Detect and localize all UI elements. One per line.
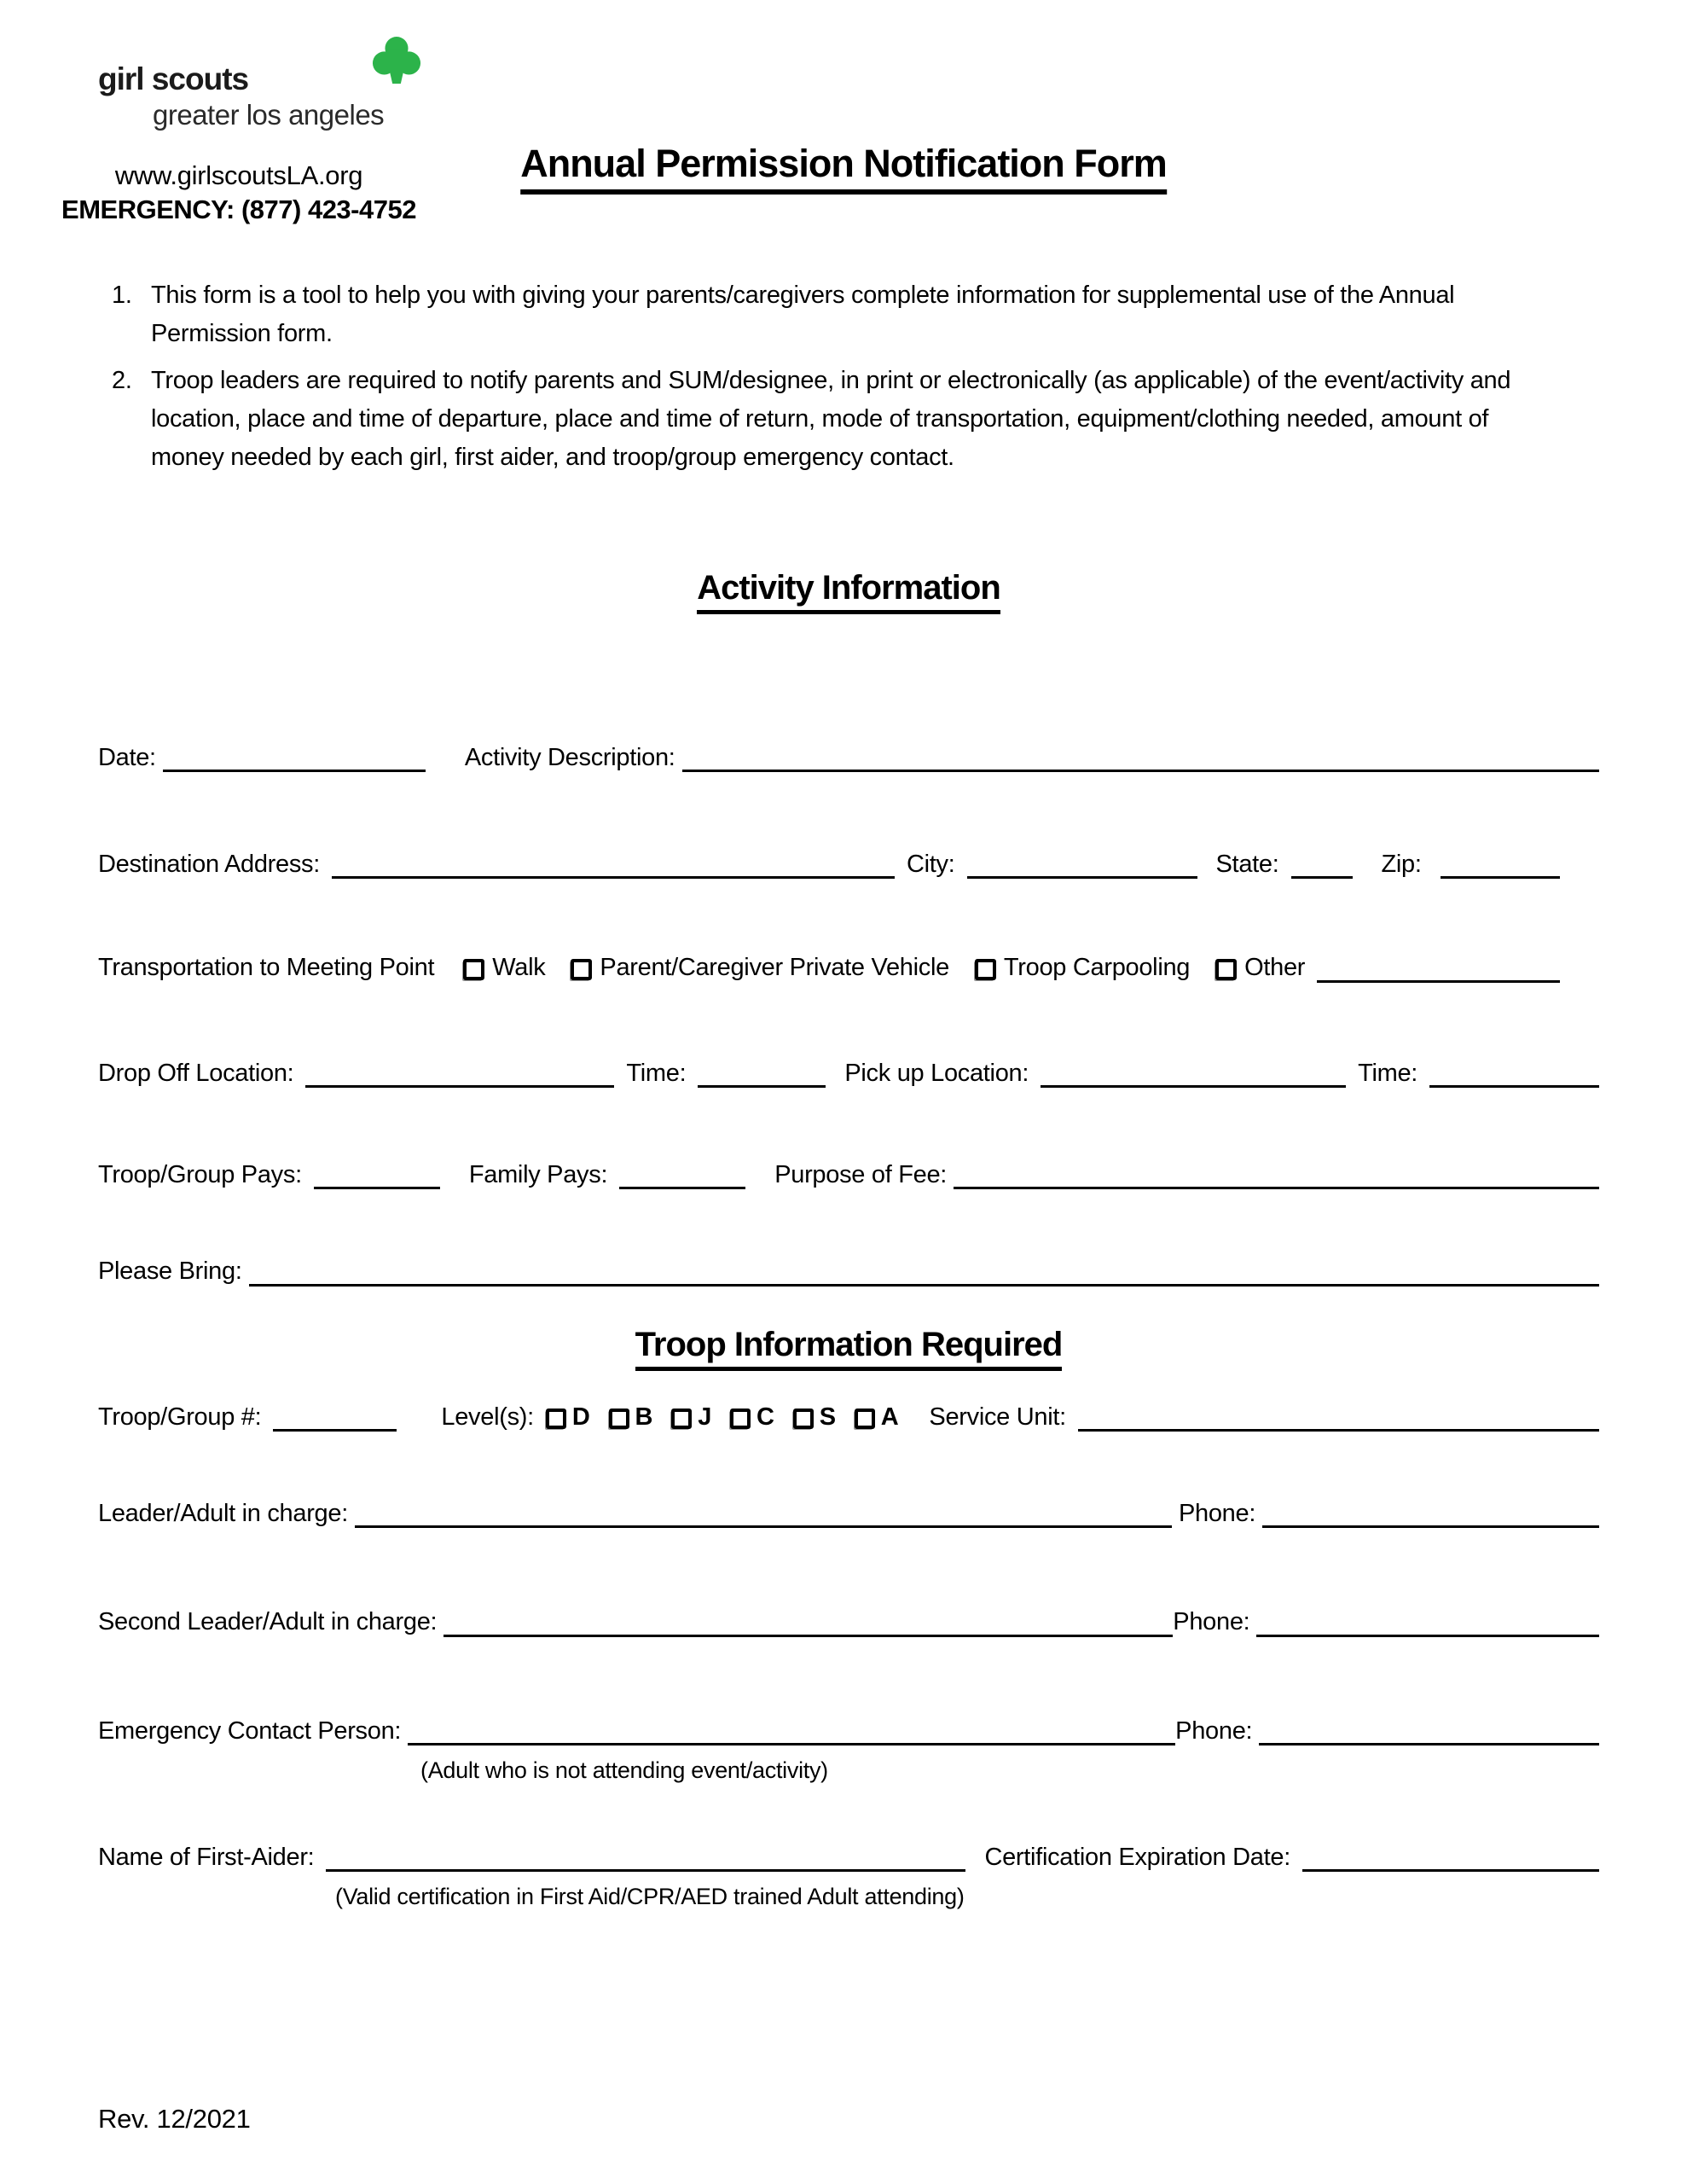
troop-section-heading: Troop Information Required — [635, 1326, 1063, 1371]
purpose-of-fee-label: Purpose of Fee: — [774, 1161, 948, 1189]
family-pays-field[interactable] — [619, 1182, 745, 1189]
second-leader-phone-label: Phone: — [1173, 1608, 1250, 1636]
instruction-text: This form is a tool to help you with giving your parents/caregivers complete information for supplemental use of the Annual Permission form. — [151, 282, 1455, 347]
emergency-contact-field[interactable] — [408, 1739, 1175, 1745]
website-text: www.girlscoutsLA.org — [114, 160, 363, 190]
state-label: State: — [1215, 851, 1279, 879]
date-field[interactable] — [163, 765, 426, 772]
logo-wordmark: girl scouts — [98, 61, 249, 96]
troop-carpooling-option-label: Troop Carpooling — [1003, 954, 1191, 982]
revision-text: Rev. 12/2021 — [98, 2104, 251, 2134]
emergency-phone: EMERGENCY: (877) 423-4752 — [61, 195, 416, 224]
girl-scouts-logo — [98, 61, 384, 131]
instruction-item — [98, 362, 1599, 477]
family-pays-label: Family Pays: — [468, 1161, 608, 1189]
level-b-checkbox[interactable] — [609, 1409, 629, 1429]
cert-expiration-label: Certification Expiration Date: — [984, 1844, 1290, 1872]
level-j-label: J — [698, 1403, 712, 1431]
levels-label: Level(s): — [441, 1403, 534, 1431]
page-title: Annual Permission Notification Form — [520, 142, 1167, 195]
level-b-label: B — [635, 1403, 653, 1431]
troop-number-field[interactable] — [273, 1425, 397, 1432]
level-a-label: A — [880, 1403, 899, 1431]
purpose-of-fee-field[interactable] — [954, 1182, 1599, 1189]
other-transport-checkbox[interactable] — [1215, 959, 1237, 980]
troop-number-label: Troop/Group #: — [98, 1403, 262, 1431]
instructions-list — [98, 276, 1599, 477]
pickup-location-field[interactable] — [1041, 1081, 1346, 1088]
pickup-time-field[interactable] — [1429, 1081, 1599, 1088]
state-field[interactable] — [1291, 872, 1353, 879]
activity-description-label: Activity Description: — [464, 743, 675, 771]
pickup-location-label: Pick up Location: — [844, 1059, 1029, 1087]
leader-phone-field[interactable] — [1262, 1521, 1599, 1528]
parent-vehicle-checkbox[interactable] — [571, 959, 592, 980]
second-leader-label: Second Leader/Adult in charge: — [98, 1608, 438, 1636]
second-leader-field[interactable] — [443, 1630, 1173, 1637]
emergency-phone-label: Phone: — [1175, 1716, 1253, 1745]
first-aider-note: (Valid certification in First Aid/CPR/AED trained Adult attending) — [335, 1884, 965, 1910]
emergency-phone-field[interactable] — [1259, 1739, 1599, 1745]
please-bring-label: Please Bring: — [98, 1258, 242, 1286]
troop-pays-label: Troop/Group Pays: — [98, 1161, 302, 1189]
troop-pays-field[interactable] — [314, 1182, 440, 1189]
zip-label: Zip: — [1381, 851, 1422, 879]
first-aider-field[interactable] — [326, 1865, 965, 1872]
level-d-checkbox[interactable] — [546, 1409, 566, 1429]
service-unit-field[interactable] — [1078, 1425, 1599, 1432]
dropoff-time-field[interactable] — [698, 1081, 826, 1088]
troop-carpooling-checkbox[interactable] — [975, 959, 996, 980]
please-bring-field[interactable] — [249, 1280, 1599, 1287]
activity-section-heading: Activity Information — [697, 569, 1000, 614]
level-c-label: C — [757, 1403, 774, 1431]
level-c-checkbox[interactable] — [730, 1409, 751, 1429]
parent-vehicle-option-label: Parent/Caregiver Private Vehicle — [600, 954, 949, 982]
dropoff-location-field[interactable] — [305, 1081, 614, 1088]
cert-expiration-field[interactable] — [1302, 1865, 1599, 1872]
date-label: Date: — [98, 743, 156, 771]
instruction-item — [98, 276, 1599, 353]
other-option-label: Other — [1244, 954, 1306, 982]
walk-checkbox[interactable] — [463, 959, 484, 980]
level-s-label: S — [819, 1403, 836, 1431]
level-a-checkbox[interactable] — [855, 1409, 875, 1429]
dropoff-time-label: Time: — [626, 1059, 687, 1087]
logo-region: greater los angeles — [153, 99, 385, 131]
service-unit-label: Service Unit: — [929, 1403, 1066, 1431]
other-transport-field[interactable] — [1317, 976, 1560, 983]
first-aider-label: Name of First-Aider: — [98, 1844, 315, 1872]
city-label: City: — [907, 851, 955, 879]
leader-phone-label: Phone: — [1178, 1500, 1256, 1528]
trefoil-icon — [372, 36, 421, 89]
activity-description-field[interactable] — [682, 765, 1599, 772]
destination-address-label: Destination Address: — [98, 851, 320, 879]
transportation-label: Transportation to Meeting Point — [98, 954, 435, 982]
second-leader-phone-field[interactable] — [1256, 1630, 1599, 1637]
city-field[interactable] — [967, 872, 1197, 879]
level-j-checkbox[interactable] — [671, 1409, 692, 1429]
level-s-checkbox[interactable] — [793, 1409, 814, 1429]
level-d-label: D — [571, 1403, 590, 1431]
emergency-contact-label: Emergency Contact Person: — [98, 1716, 402, 1745]
instruction-number: 2. — [112, 366, 132, 394]
pickup-time-label: Time: — [1358, 1059, 1418, 1087]
leader-label: Leader/Adult in charge: — [98, 1500, 348, 1528]
destination-address-field[interactable] — [332, 872, 895, 879]
instruction-text: Troop leaders are required to notify parents and SUM/designee, in print or electronically (as applicable) of the event/activity and location, place and time of departure, place and time of return, mode of transportation, equipment/clothing needed, amount of money needed by each girl, first aider, and troop/group emergency contact. — [151, 366, 1511, 471]
zip-field[interactable] — [1441, 872, 1560, 879]
dropoff-location-label: Drop Off Location: — [98, 1059, 294, 1087]
emergency-contact-note: (Adult who is not attending event/activity) — [420, 1757, 828, 1784]
instruction-number: 1. — [112, 282, 132, 309]
leader-field[interactable] — [355, 1521, 1172, 1528]
walk-option-label: Walk — [492, 954, 546, 982]
